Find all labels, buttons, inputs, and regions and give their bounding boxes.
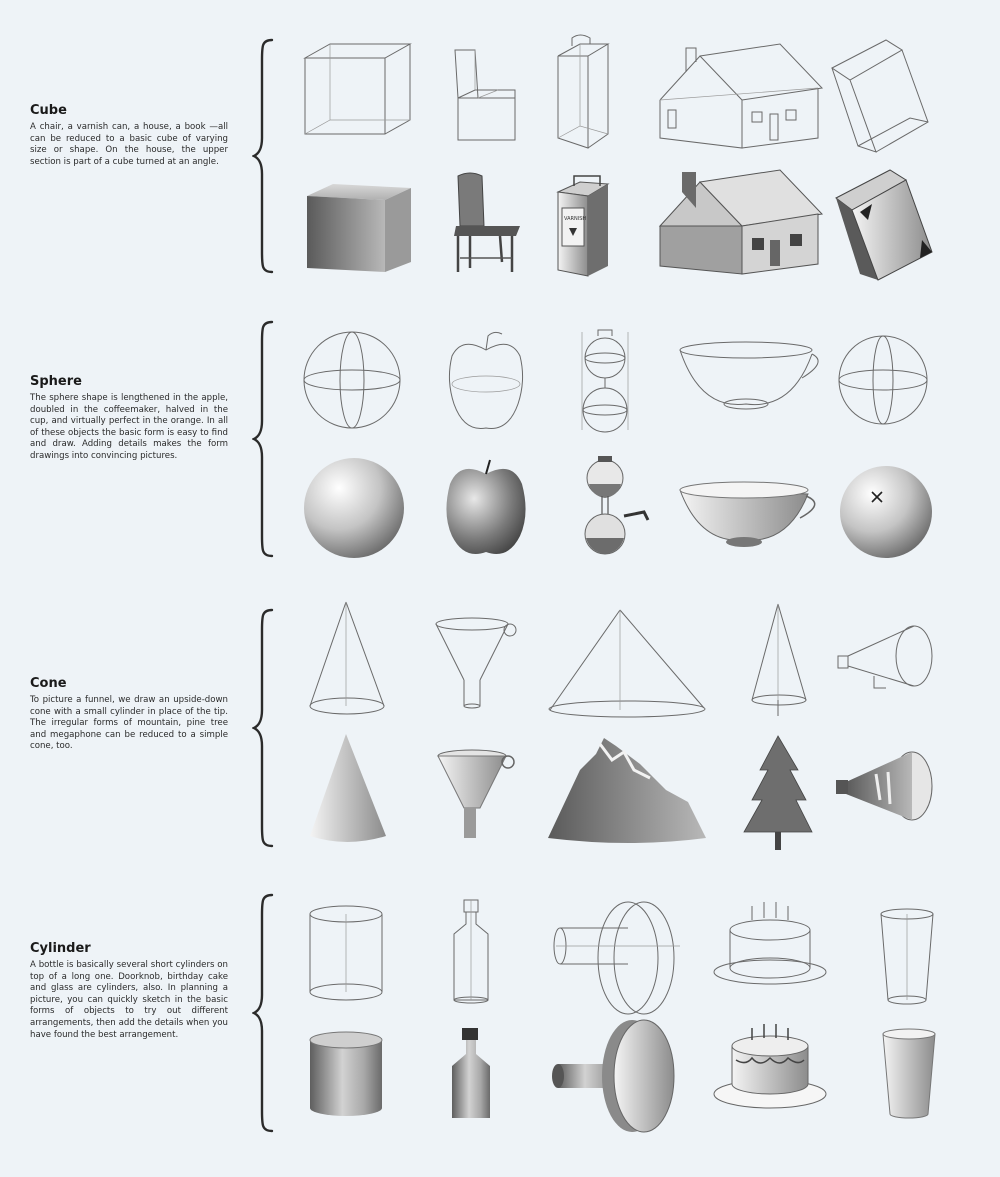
- cup-wireframe: [680, 342, 818, 409]
- birthday-cake-shaded: [714, 1024, 826, 1108]
- can-label: VARNISH: [564, 216, 587, 222]
- coffeemaker-wireframe: [582, 330, 628, 432]
- orange-wireframe: [839, 336, 927, 424]
- pine-tree-wireframe: [752, 604, 806, 716]
- cone-wireframe: [310, 602, 384, 714]
- section-title: Cone: [30, 676, 67, 691]
- chair-shaded: [454, 173, 520, 272]
- funnel-shaded: [438, 750, 514, 838]
- section-title: Sphere: [30, 374, 82, 389]
- cube-wireframe: [305, 44, 410, 134]
- apple-wireframe: [449, 332, 522, 428]
- doorknob-shaded: [552, 1020, 674, 1132]
- glass-wireframe: [881, 909, 933, 1004]
- varnish-can-wireframe: [558, 35, 608, 148]
- section-description: A bottle is basically several short cylinders on top of a long one. Doorknob, birthday cake and glass are cylinders, also. In planning a picture, you can quickly sketch in the basic forms of objects to try out different arrangements, then add the details when you have found the best arrangement.: [30, 960, 228, 1040]
- house-shaded: [660, 170, 822, 274]
- cube-shaded: [307, 184, 411, 272]
- house-wireframe: [660, 44, 822, 148]
- megaphone-wireframe: [838, 626, 932, 688]
- birthday-cake-wireframe: [714, 902, 826, 984]
- section-description: To picture a funnel, we draw an upside-down cone with a small cylinder in place of the tip. The irregular forms of mountain, pine tree and megaphone can be reduced to a simple cone, too.: [30, 695, 228, 752]
- book-shaded: [836, 170, 932, 280]
- section-description: The sphere shape is lengthened in the apple, doubled in the coffeemaker, halved in the cup, and virtually perfect in the orange. In all of these objects the basic form is easy to find and draw. Adding details makes the form drawings into convincing pictures.: [30, 393, 228, 461]
- cylinder-shaded: [310, 1032, 382, 1116]
- cone-shaded: [310, 734, 386, 842]
- sphere-wireframe: [304, 332, 400, 428]
- bottle-wireframe: [454, 900, 488, 1003]
- glass-shaded: [883, 1029, 935, 1118]
- coffeemaker-shaded: [585, 456, 648, 554]
- section-title: Cube: [30, 103, 67, 118]
- section-title: Cylinder: [30, 941, 91, 956]
- apple-shaded: [446, 460, 525, 554]
- megaphone-shaded: [836, 752, 932, 820]
- mountain-shaded: [548, 738, 706, 843]
- doorknob-wireframe: [554, 902, 680, 1014]
- book-wireframe: [832, 40, 928, 152]
- cylinder-wireframe: [310, 906, 382, 1000]
- chair-wireframe: [455, 50, 515, 140]
- funnel-wireframe: [436, 618, 516, 708]
- section-description: A chair, a varnish can, a house, a book —all can be reduced to a basic cube of varying size or shape. On the house, the upper section is part of a cube turned at an angle.: [30, 122, 228, 167]
- varnish-can-shaded: [558, 176, 608, 276]
- mountain-wireframe: [549, 610, 705, 717]
- orange-shaded: [840, 466, 932, 558]
- sphere-shaded: [304, 458, 404, 558]
- pine-tree-shaded: [744, 736, 812, 850]
- bottle-shaded: [452, 1028, 490, 1118]
- cup-shaded: [680, 482, 815, 547]
